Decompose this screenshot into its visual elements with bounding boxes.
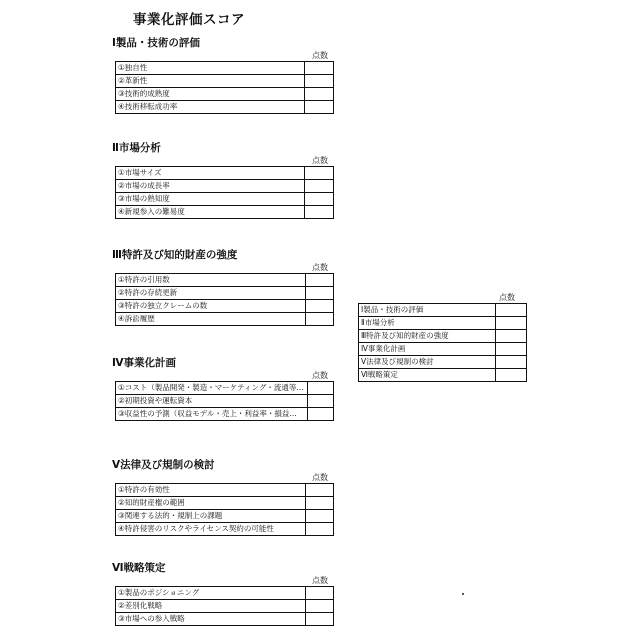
score-cell[interactable] [496,369,527,382]
section-title: Ⅵ戦略策定 [112,561,334,575]
score-table [115,273,334,326]
stray-mark [462,593,464,595]
criterion-label: ②市場の成長率 [116,180,305,193]
criterion-label: ②初期投資や運転資本 [116,395,308,408]
score-cell[interactable] [305,193,334,206]
table-row [359,369,527,382]
score-column-header: 点数 [112,575,334,586]
table-row [116,193,334,206]
score-cell[interactable] [307,382,333,395]
criterion-label: ③収益性の予測（収益モデル・売上・利益率・損益… [116,408,308,421]
criterion-label: ②差別化戦略 [116,600,306,613]
score-cell[interactable] [305,300,333,313]
criterion-label: ②知的財産権の範囲 [116,497,306,510]
criterion-label: ③特許の独立クレームの数 [116,300,306,313]
score-table [115,483,334,536]
summary-label: Ⅳ事業化計画 [359,343,496,356]
score-cell[interactable] [496,343,527,356]
score-cell[interactable] [307,395,333,408]
criterion-label: ①製品のポジショニング [116,587,306,600]
table-row [116,62,334,75]
table-row [116,167,334,180]
summary-label: Ⅵ戦略策定 [359,369,496,382]
section-strategy [112,561,334,626]
table-row [116,613,334,626]
score-cell[interactable] [305,600,333,613]
table-row [116,497,334,510]
criterion-label: ③関連する法的・規制上の課題 [116,510,306,523]
table-row [359,317,527,330]
criterion-label: ②特許の存続更新 [116,287,306,300]
table-row [359,330,527,343]
score-table [115,166,334,219]
criterion-label: ③市場への参入戦略 [116,613,306,626]
score-cell[interactable] [306,510,334,523]
table-row [116,180,334,193]
criterion-label: ①コスト（製品開発・製造・マーケティング・流通等… [116,382,308,395]
table-row [116,600,334,613]
table-row [116,408,334,421]
table-row [359,304,527,317]
score-cell[interactable] [305,274,333,287]
section-title: Ⅱ市場分析 [112,141,334,155]
score-cell[interactable] [306,484,334,497]
table-row [116,274,334,287]
score-column-header: 点数 [112,472,334,483]
score-cell[interactable] [306,523,334,536]
score-cell[interactable] [306,497,334,510]
section-title: Ⅴ法律及び規制の検討 [112,458,334,472]
page-title: 事業化評価スコア [133,8,245,28]
criterion-label: ④新規参入の難易度 [116,206,305,219]
score-cell[interactable] [496,304,527,317]
summary-table [358,303,527,382]
score-cell[interactable] [305,180,334,193]
score-cell[interactable] [305,62,334,75]
criterion-label: ③技術的成熟度 [116,88,305,101]
summary-label: Ⅲ特許及び知的財産の強度 [359,330,496,343]
criterion-label: ④訴訟履歴 [116,313,306,326]
section-title: Ⅰ製品・技術の評価 [112,36,334,50]
score-cell[interactable] [305,613,333,626]
score-table [115,381,334,421]
table-row [359,356,527,369]
section-product-technology [112,36,334,114]
table-row [116,101,334,114]
criterion-label: ④特許侵害のリスクやライセンス契約の可能性 [116,523,306,536]
table-row [116,510,334,523]
score-column-header: 点数 [355,292,527,303]
score-cell[interactable] [305,287,333,300]
criterion-label: ①特許の引用数 [116,274,306,287]
criterion-label: ①独自性 [116,62,305,75]
summary-label: Ⅰ製品・技術の評価 [359,304,496,317]
summary-label: Ⅱ市場分析 [359,317,496,330]
score-cell[interactable] [496,317,527,330]
score-table [115,61,334,114]
summary-score-table [355,292,527,382]
score-cell[interactable] [305,75,334,88]
table-row [116,523,334,536]
table-row [116,313,334,326]
score-cell[interactable] [307,408,333,421]
score-column-header: 点数 [112,50,334,61]
score-column-header: 点数 [112,155,334,166]
table-row [116,75,334,88]
score-cell[interactable] [305,313,333,326]
section-title: Ⅳ事業化計画 [112,356,334,370]
criterion-label: ①市場サイズ [116,167,305,180]
section-market-analysis [112,141,334,219]
criterion-label: ②革新性 [116,75,305,88]
score-cell[interactable] [305,587,333,600]
score-cell[interactable] [305,88,334,101]
table-row [116,206,334,219]
table-row [116,382,334,395]
section-patent-ip-strength [112,248,334,326]
table-row [116,587,334,600]
score-cell[interactable] [305,167,334,180]
table-row [359,343,527,356]
table-row [116,395,334,408]
criterion-label: ④技術移転成功率 [116,101,305,114]
table-row [116,88,334,101]
score-cell[interactable] [496,330,527,343]
table-row [116,300,334,313]
section-title: Ⅲ特許及び知的財産の強度 [112,248,334,262]
score-cell[interactable] [305,206,334,219]
criterion-label: ①特許の有効性 [116,484,306,497]
summary-label: Ⅴ法律及び規制の検討 [359,356,496,369]
score-column-header: 点数 [112,370,334,381]
criterion-label: ③市場の熟知度 [116,193,305,206]
score-column-header: 点数 [112,262,334,273]
section-business-plan [112,356,334,421]
score-cell[interactable] [496,356,527,369]
section-legal-regulatory [112,458,334,536]
score-cell[interactable] [305,101,334,114]
table-row [116,287,334,300]
table-row [116,484,334,497]
score-table [115,586,334,626]
